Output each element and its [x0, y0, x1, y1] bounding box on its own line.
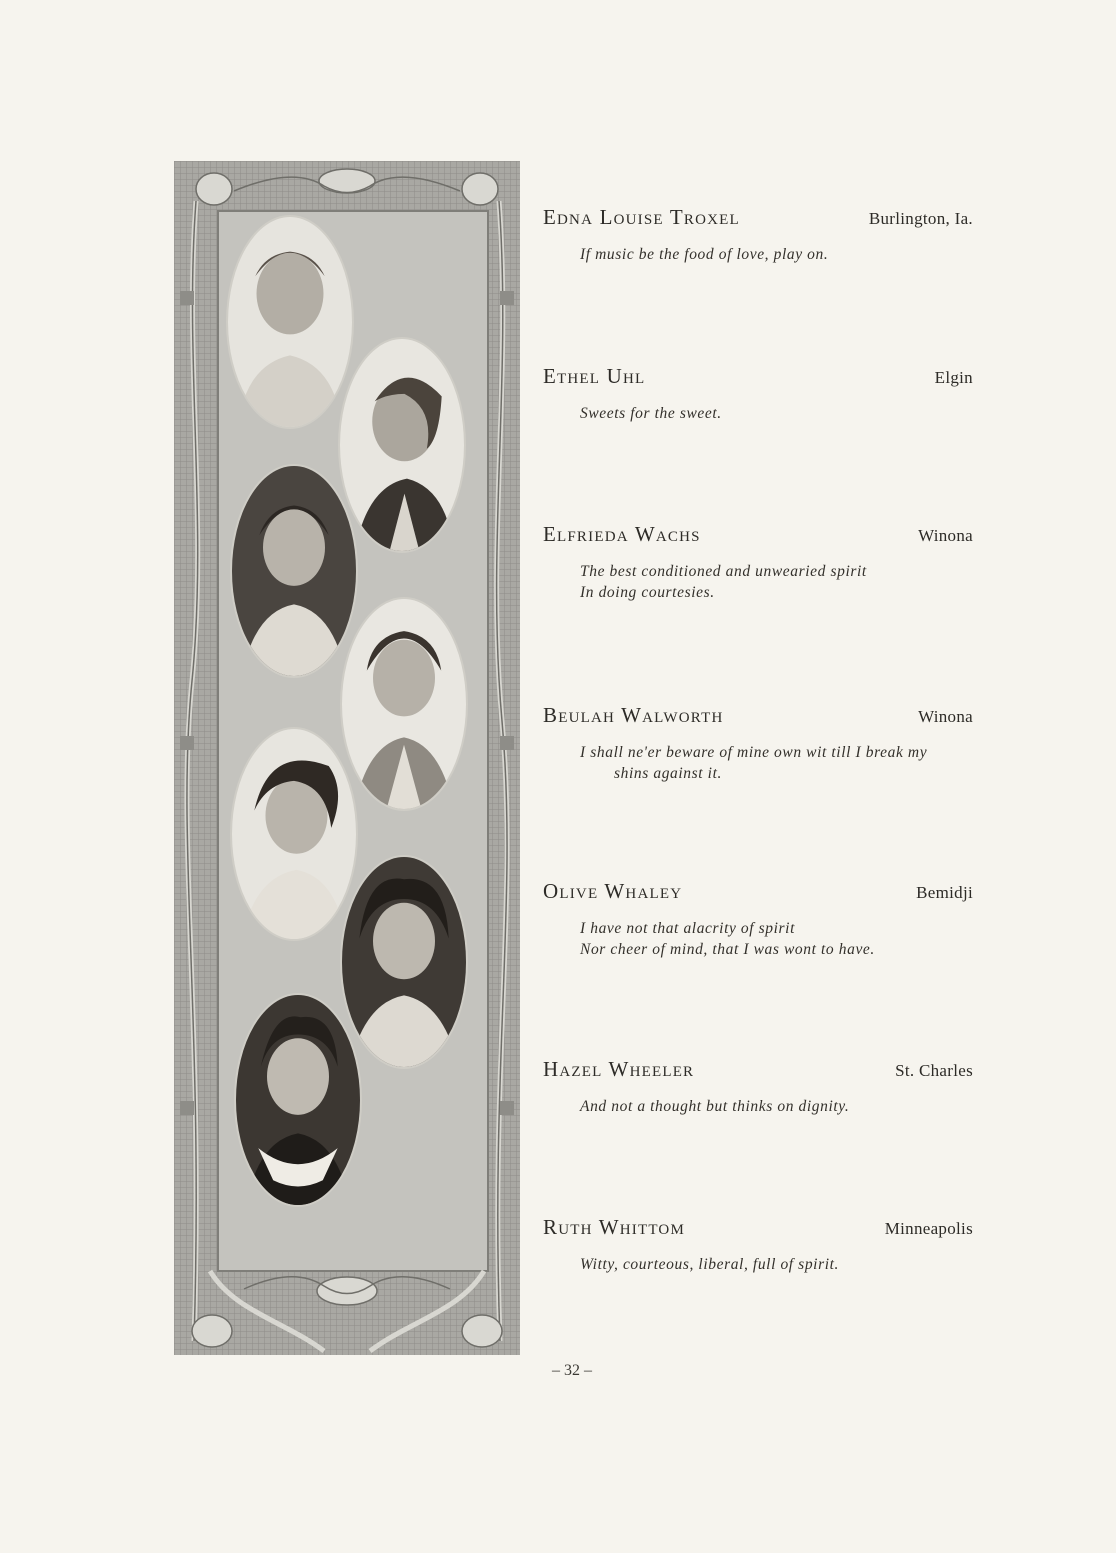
entry-header [543, 703, 973, 728]
student-name: Beulah Walworth [543, 703, 724, 727]
student-name: Ruth Whittom [543, 1215, 685, 1239]
portrait-panel [174, 161, 520, 1355]
portrait-olive-whaley [232, 729, 356, 939]
quote-line: If music be the food of love, play on. [580, 246, 829, 263]
student-hometown: Bemidji [916, 883, 973, 902]
page-number: – 32 – [552, 1362, 592, 1379]
portrait-elfrieda-wachs [232, 466, 356, 676]
portrait-hazel-wheeler [342, 857, 466, 1067]
student-hometown: Winona [918, 526, 973, 545]
entry-elfrieda-wachs [543, 522, 973, 603]
student-quote [543, 742, 973, 784]
entry-header [543, 879, 973, 904]
entry-hazel-wheeler [543, 1057, 973, 1117]
student-hometown: Minneapolis [884, 1219, 973, 1238]
student-name: Edna Louise Troxel [543, 205, 740, 229]
student-hometown: Burlington, Ia. [868, 209, 973, 228]
student-hometown: Elgin [934, 368, 973, 387]
quote-line: And not a thought but thinks on dignity. [580, 1098, 850, 1115]
student-name: Ethel Uhl [543, 364, 646, 388]
student-hometown: Winona [918, 707, 973, 726]
student-quote [543, 918, 973, 960]
entry-olive-whaley [543, 879, 973, 960]
portrait-ethel-uhl [340, 339, 464, 551]
student-quote [543, 403, 973, 424]
quote-line: The best conditioned and unwearied spirit [580, 563, 867, 580]
student-name: Elfrieda Wachs [543, 522, 701, 546]
quote-line: Nor cheer of mind, that I was wont to have. [580, 941, 875, 958]
student-name: Hazel Wheeler [543, 1057, 695, 1081]
entry-edna-troxel [543, 205, 973, 265]
portrait-beulah-walworth [342, 599, 466, 809]
quote-line: I have not that alacrity of spirit [580, 920, 795, 937]
entry-ethel-uhl [543, 364, 973, 424]
quote-line: I shall ne'er beware of mine own wit till I break my [580, 744, 928, 761]
student-quote [543, 1096, 973, 1117]
student-quote [543, 244, 973, 265]
entry-header [543, 205, 973, 230]
entry-header [543, 1215, 973, 1240]
quote-line: shins against it. [614, 765, 722, 782]
quote-line: In doing courtesies. [580, 584, 715, 601]
entry-header [543, 364, 973, 389]
student-quote [543, 561, 973, 603]
entry-header [543, 1057, 973, 1082]
student-quote [543, 1254, 973, 1275]
entry-header [543, 522, 973, 547]
portrait-ruth-whittom [236, 995, 360, 1205]
entry-ruth-whittom [543, 1215, 973, 1275]
entry-beulah-walworth [543, 703, 973, 784]
student-hometown: St. Charles [895, 1061, 973, 1080]
portrait-edna-troxel [228, 217, 352, 427]
quote-line: Sweets for the sweet. [580, 405, 722, 422]
student-name: Olive Whaley [543, 879, 683, 903]
quote-line: Witty, courteous, liberal, full of spirit. [580, 1256, 839, 1273]
